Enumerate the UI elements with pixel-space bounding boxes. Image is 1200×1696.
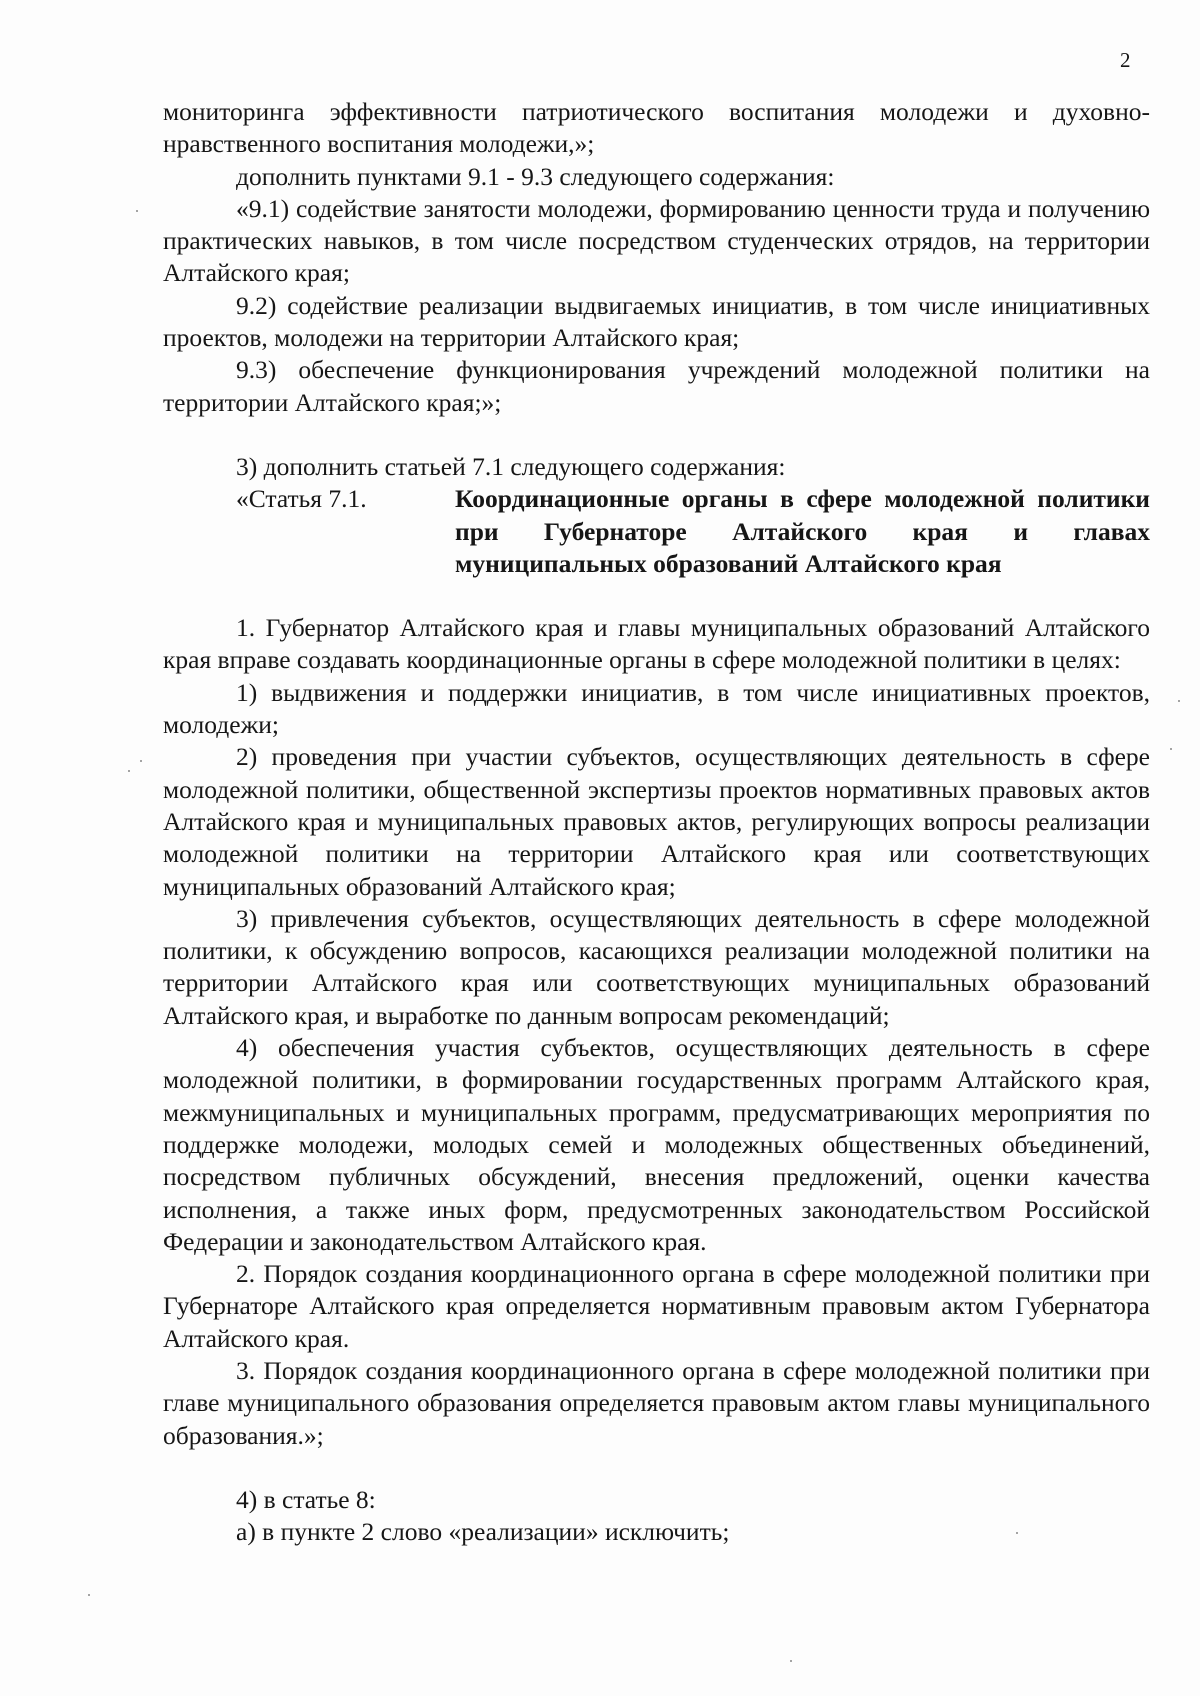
scan-speck [88,1594,90,1596]
article-heading [163,483,1150,580]
section-4-intro: 4) в статье 8: [236,1484,376,1514]
scan-speck [140,760,142,762]
paragraph-item-9-3: 9.3) обеспечение функционирования учреждений молодежной политики на территории Алтайского края;»; [163,355,1150,417]
article-title: Координационные органы в сфере молодежной политики при Губернаторе Алтайского края и главах муниципальных образований Алтайского края [455,484,1150,578]
article-number: «Статья 7.1. [236,484,367,514]
scan-speck [790,1660,792,1662]
article-paragraph-1: 1. Губернатор Алтайского края и главы муниципальных образований Алтайского края вправе создавать координационные органы в сфере молодежной политики в целях: [163,613,1150,675]
paragraph-item-9-1: «9.1) содействие занятости молодежи, формированию ценности труда и получению практических навыков, в том числе посредством студенческих отрядов, на территории Алтайского края; [163,193,1150,288]
article-body [163,612,1150,1452]
scan-speck [1170,748,1172,750]
paragraph-item-9-2: 9.2) содействие реализации выдвигаемых инициатив, в том числе инициативных проектов, молодежи на территории Алтайского края; [163,290,1150,353]
scan-speck [128,770,130,772]
paragraph-amendment-intro: дополнить пунктами 9.1 - 9.3 следующего содержания: [236,161,835,191]
article-subitem-1: 1) выдвижения и поддержки инициатив, в том числе инициативных проектов, молодежи; [163,677,1150,740]
scan-speck [1016,1532,1018,1534]
scan-speck [1178,700,1180,702]
section-3-intro: 3) дополнить статьей 7.1 следующего содержания: [236,451,786,481]
article-paragraph-2: 2. Порядок создания координационного органа в сфере молодежной политики при Губернаторе Алтайского края определяется нормативным правовым актом Губернатора Алтайского края. [163,1259,1150,1353]
document-body [163,96,1150,1548]
article-paragraph-3: 3. Порядок создания координационного органа в сфере молодежной политики при главе муниципального образования определяется правовым актом главы муниципального образования.»; [163,1355,1150,1450]
article-subitem-2: 2) проведения при участии субъектов, осуществляющих деятельность в сфере молодежной политики, общественной экспертизы проектов нормативных правовых актов Алтайского края и муниципальных правовых актов, регулирующих вопросы реализации молодежной политики на территории Алтайского края или соответствующих муниципальных образований Алтайского края; [163,742,1150,901]
article-subitem-4: 4) обеспечения участия субъектов, осуществляющих деятельность в сфере молодежной политики, в формировании государственных программ Алтайского края, межмуниципальных и муниципальных программ, предусматривающих мероприятия по поддержке молодежи, молодых семей и молодежных общественных объединений, посредством публичных обсуждений, внесения предложений, оценки качества исполнения, а также иных форм, предусмотренных законодательством Российской Федерации и законодательством Алтайского края. [163,1033,1150,1256]
scan-speck [136,210,138,212]
paragraph-continuation: мониторинга эффективности патриотического воспитания молодежи и духовно-нравственного воспитания молодежи,»; [163,97,1150,159]
page-number: 2 [1120,48,1131,72]
article-subitem-3: 3) привлечения субъектов, осуществляющих деятельность в сфере молодежной политики, к обсуждению вопросов, касающихся реализации молодежной политики на территории Алтайского края или соответствующих муниципальных образований Алтайского края, и выработке по данным вопросам рекомендаций; [163,903,1150,1030]
section-4-item-a: а) в пункте 2 слово «реализации» исключить; [236,1517,730,1547]
